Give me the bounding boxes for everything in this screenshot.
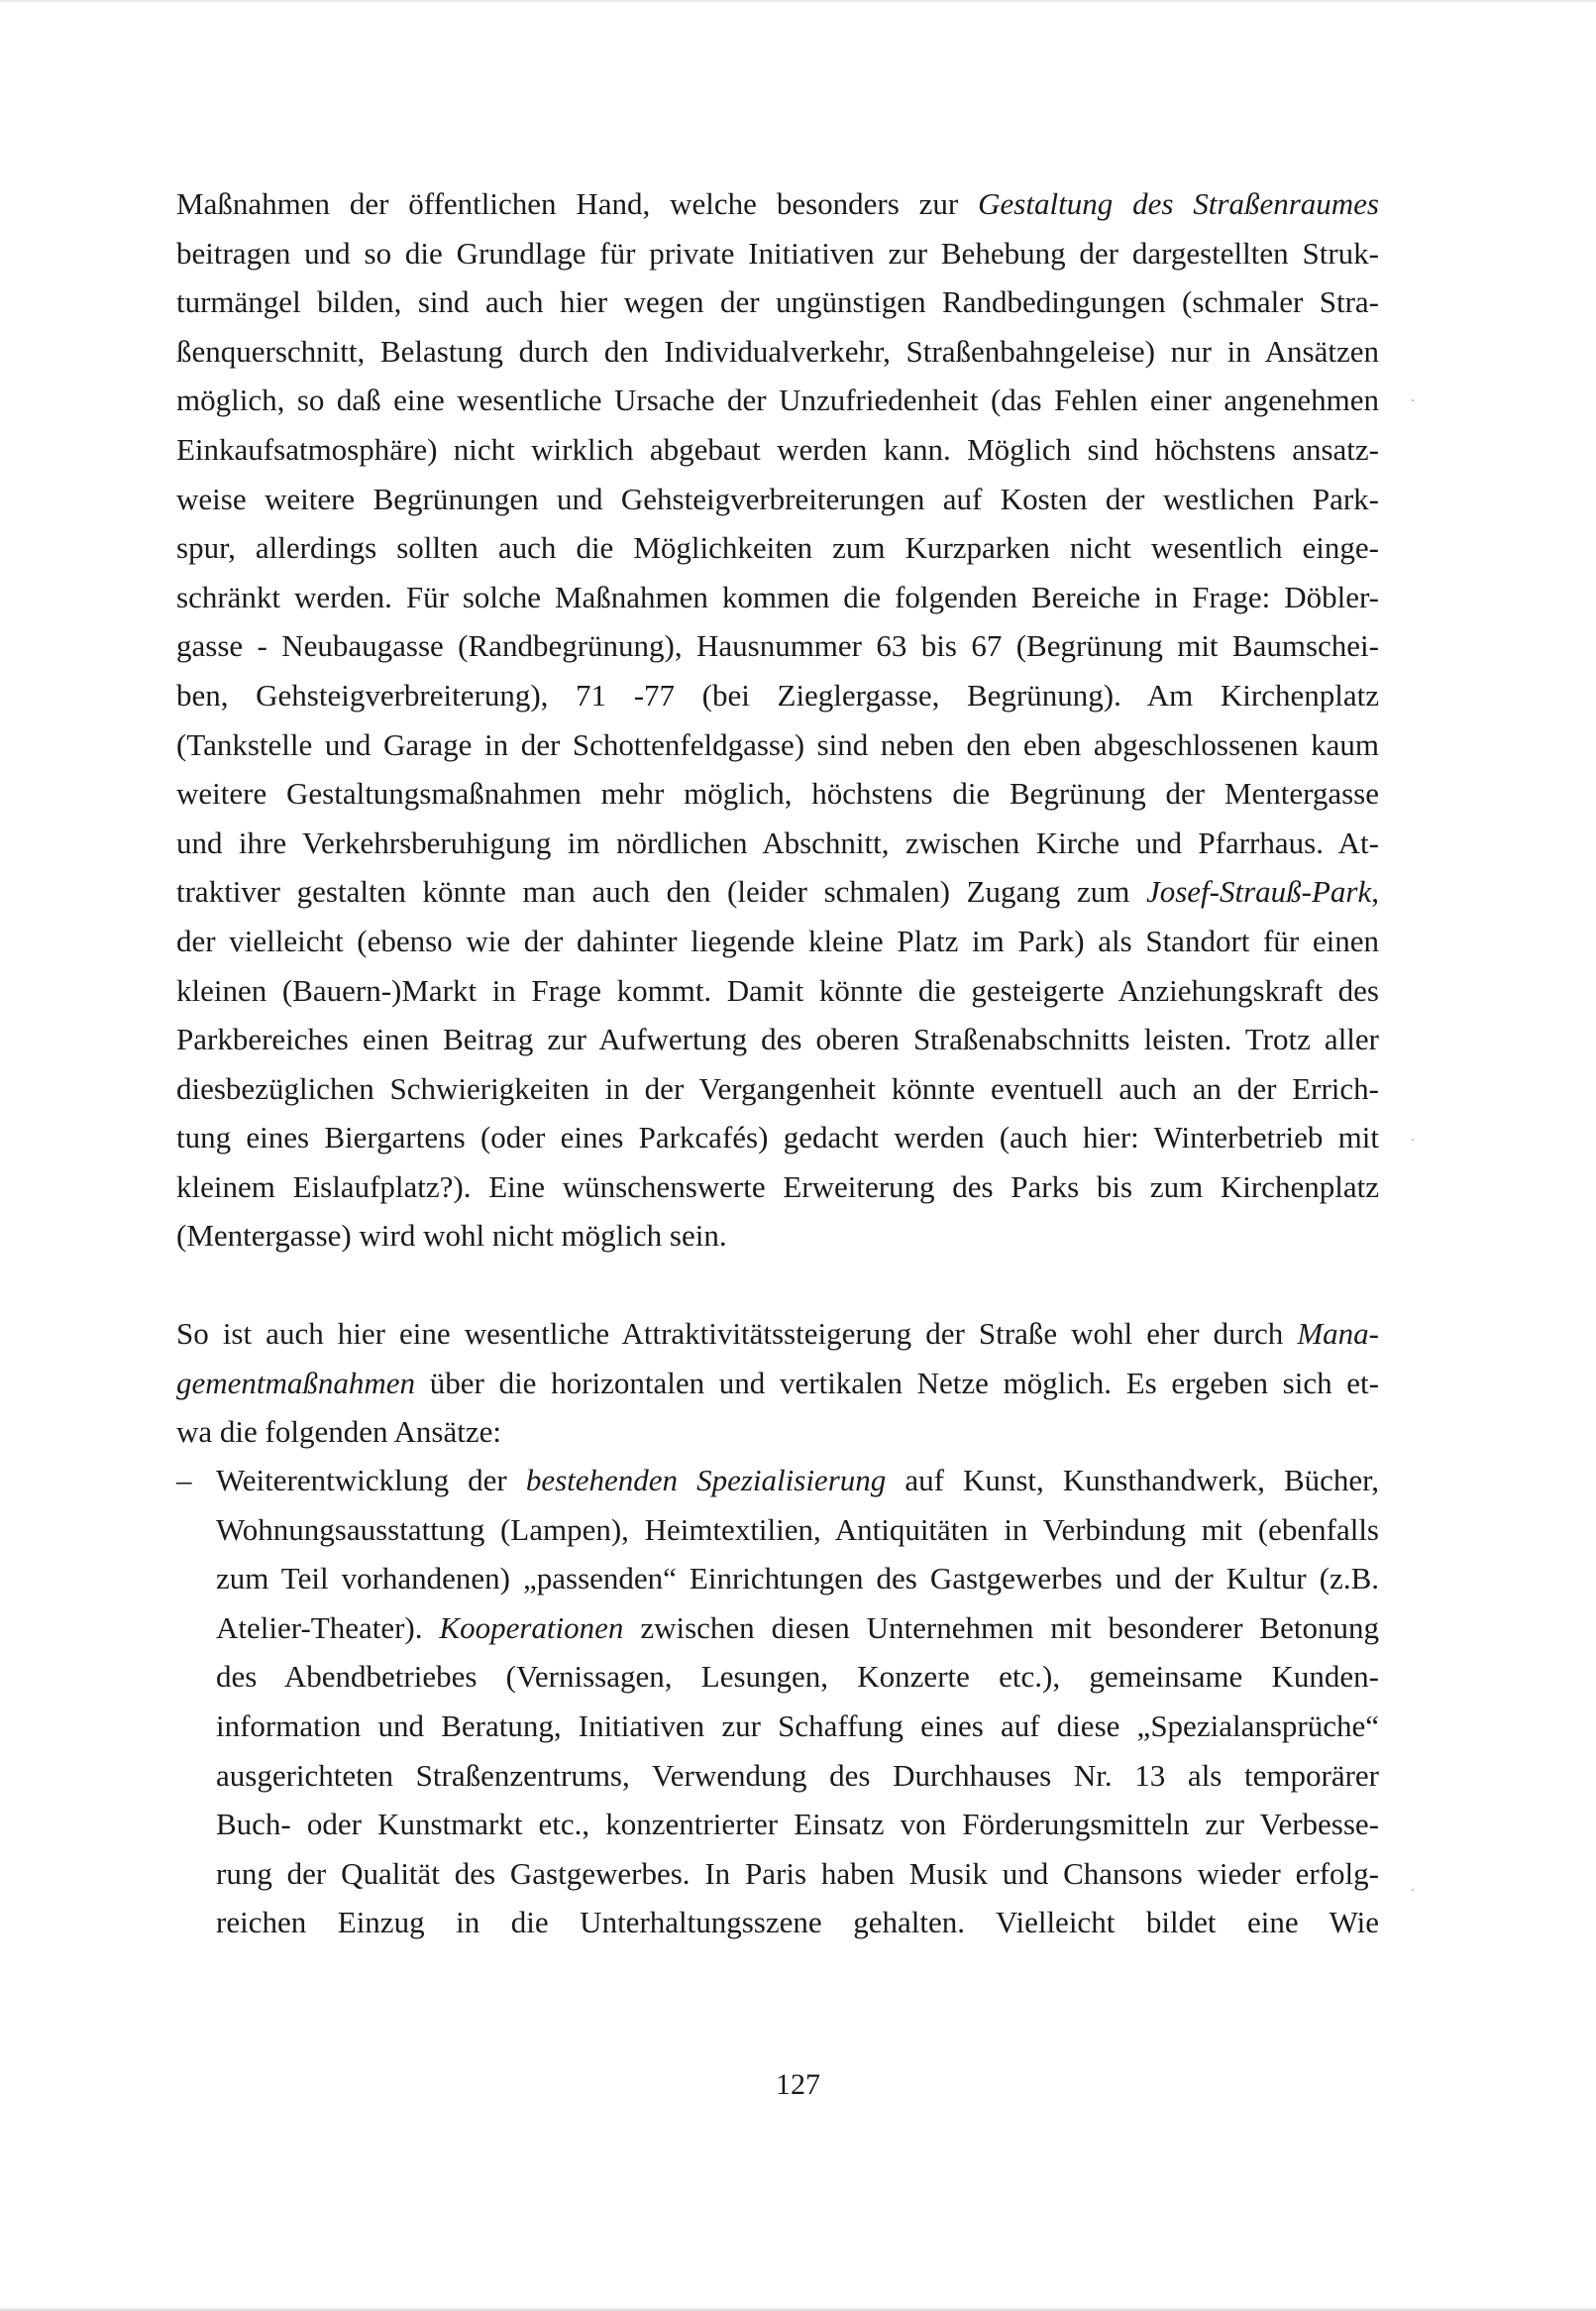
text-line: (Mentergasse) wird wohl nicht möglich sein. [176,1218,727,1254]
text-line [176,179,1379,229]
emphasis: gementmaßnahmen [176,1365,416,1400]
emphasis: Josef-Strauß-Park [1145,874,1372,910]
text-line: möglich, so daß eine wesentliche Ursache der Unzufriedenheit (das Fehlen einer angenehmen [176,383,1379,418]
text-run: über die horizontalen und vertikalen Netze möglich. Es ergeben sich et- [415,1365,1379,1400]
text-line: ben, Gehsteigverbreiterung), 71 -77 (bei Zieglergasse, Begrünung). Am Kirchenplatz [176,677,1379,713]
text-line [176,1359,1379,1408]
text-line: diesbezüglichen Schwierigkeiten in der Vergangenheit könnte eventuell auch an der Errich- [176,1070,1379,1106]
paragraph-2 [176,1309,1379,1457]
scan-speck [1412,1889,1414,1891]
text-run: So ist auch hier eine wesentliche Attraktivitätssteigerung der Straße wohl eher durch [176,1316,1298,1351]
text-line: rung der Qualität des Gastgewerbes. In Paris haben Musik und Chansons wieder erfolg- [216,1855,1379,1891]
text-line: weise weitere Begrünungen und Gehsteigverbreiterungen auf Kosten der westlichen Park- [176,481,1379,516]
text-line: wa die folgenden Ansätze: [176,1414,501,1450]
text-run: auf Kunst, Kunsthandwerk, Bücher, [886,1463,1380,1497]
text-line: kleinem Eislaufplatz?). Eine wünschenswerte Erweiterung des Parks bis zum Kirchenplatz [176,1168,1379,1204]
text-line: gasse - Neubaugasse (Randbegrünung), Hausnummer 63 bis 67 (Begrünung mit Baumschei- [176,628,1379,664]
text-run: Weiterentwicklung der [216,1463,526,1497]
paragraph-1 [176,179,1379,1261]
text-line: kleinen (Bauern-)Markt in Frage kommt. Damit könnte die gesteigerte Anziehungskraft des [176,972,1379,1008]
text-line: und ihre Verkehrsberuhigung im nördlichen Abschnitt, zwischen Kirche und Pfarrhaus. At- [176,825,1379,860]
text-line: zum Teil vorhandenen) „passenden“ Einrichtungen des Gastgewerbes und der Kultur (z.B. [216,1561,1379,1596]
text-line: weitere Gestaltungsmaßnahmen mehr möglich, höchstens die Begrünung der Mentergasse [176,776,1379,812]
scan-top-edge [0,0,1596,3]
text-run: Maßnahmen der öffentlichen Hand, welche besonders zur [176,186,979,221]
text-line: reichen Einzug in die Unterhaltungsszene gehalten. Vielleicht bildet eine Wie [216,1905,1379,1940]
text-line: Buch- oder Kunstmarkt etc., konzentrierter Einsatz von Förderungsmitteln zur Verbesse- [216,1807,1379,1842]
text-line: tung eines Biergartens (oder eines Parkcafés) gedacht werden (auch hier: Winterbetrieb mit [176,1120,1379,1156]
text-line: beitragen und so die Grundlage für private Initiativen zur Behebung der dargestellten Struk- [176,235,1379,271]
text-line: schränkt werden. Für solche Maßnahmen kommen die folgenden Bereiche in Frage: Döbler- [176,579,1379,614]
text-line: turmängel bilden, sind auch hier wegen der ungünstigen Randbedingungen (schmaler Stra- [176,284,1379,320]
text-line: ausgerichteten Straßenzentrums, Verwendung des Durchhauses Nr. 13 als temporärer [216,1757,1379,1793]
scan-bottom-edge [0,2307,1596,2311]
text-run: , [1371,874,1379,910]
text-line: information und Beratung, Initiativen zur Schaffung eines auf diese „Spezialansprüche“ [216,1707,1379,1743]
text-line: ßenquerschnitt, Belastung durch den Individualverkehr, Straßenbahngeleise) nur in Ansätzen [176,333,1379,369]
text-line: spur, allerdings sollten auch die Möglichkeiten zum Kurzparken nicht wesentlich einge- [176,530,1379,566]
emphasis: Mana- [1297,1316,1379,1351]
text-run: zwischen diesen Unternehmen mit besonderer Betonung [623,1609,1379,1645]
text-line [216,1603,1379,1653]
text-line: Wohnungsausstattung (Lampen), Heimtextilien, Antiquitäten in Verbindung mit (ebenfalls [216,1511,1379,1547]
list-item [176,1456,1379,1505]
text-run: traktiver gestalten könnte man auch den (leider schmalen) Zugang zum [176,874,1146,910]
text-run: Atelier-Theater). [216,1609,440,1645]
scan-speck [1412,399,1414,401]
text-line: Einkaufsatmosphäre) nicht wirklich abgebaut werden kann. Möglich sind höchstens ansatz- [176,431,1379,467]
emphasis: Kooperationen [439,1609,624,1645]
emphasis: Gestaltung des Straßenraumes [978,186,1379,221]
text-line: (Tankstelle und Garage in der Schottenfeldgasse) sind neben den eben abgeschlossenen kaum [176,726,1379,762]
emphasis: bestehenden Spezialisierung [525,1463,887,1497]
text-line: der vielleicht (ebenso wie der dahinter liegende kleine Platz im Park) als Standort für einen [176,923,1379,958]
text-line [176,867,1379,917]
text-line [176,1309,1379,1359]
page-number: 127 [776,2068,820,2101]
text-line: des Abendbetriebes (Vernissagen, Lesungen, Konzerte etc.), gemeinsame Kunden- [216,1659,1379,1695]
scan-speck [1412,1139,1414,1141]
list-dash: – [176,1463,192,1497]
text-line [216,1456,1379,1505]
text-line: Parkbereiches einen Beitrag zur Aufwertung des oberen Straßenabschnitts leisten. Trotz aller [176,1022,1379,1057]
bullet-list [176,1456,1379,1947]
